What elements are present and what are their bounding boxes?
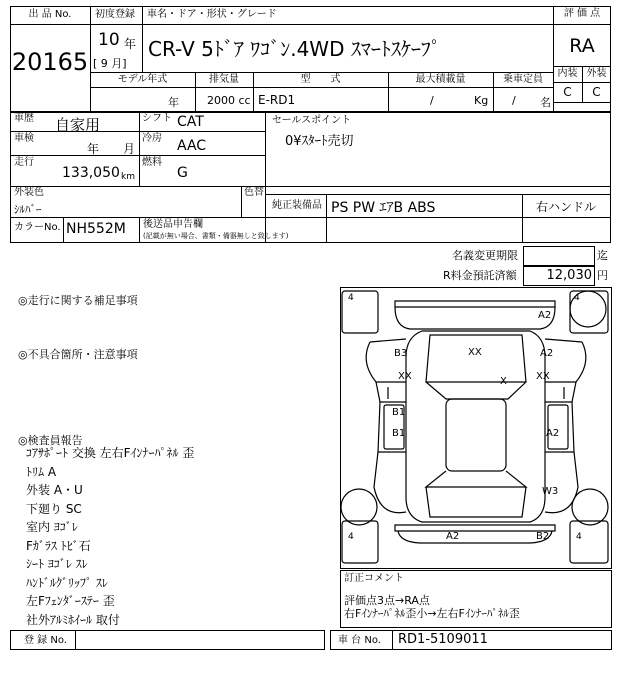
correction-line: 右Fｲﾝﾅｰﾊﾟﾈﾙ歪小→左右Fｲﾝﾅｰﾊﾟﾈﾙ歪 (344, 607, 520, 620)
color-no: NH552M (66, 221, 126, 237)
name-change-value (523, 246, 595, 266)
model-year-unit: 年 (168, 96, 179, 109)
report-line: Fｶﾞﾗｽ ﾄﾋﾞ石 (26, 538, 91, 553)
color-no-label: カラーNo. (14, 222, 61, 233)
max-load-unit: Kg (474, 94, 489, 107)
mileage-label: 走行 (14, 157, 34, 168)
correction-line: 評価点3点→RA点 (344, 594, 430, 607)
aftermarket-note: (記載が無い場合、書類・備器無しと致します) (143, 232, 289, 240)
shift: CAT (177, 114, 204, 130)
tire-label-front-right: 4 (574, 293, 580, 303)
mark-front-bumper: A2 (538, 310, 552, 321)
mark-right-rear-door: A2 (546, 428, 560, 439)
tire-label-front-left: 4 (348, 293, 354, 303)
steering: 右ハンドル (536, 200, 597, 214)
mileage-unit: km (121, 172, 135, 182)
interior-label: 内装 (557, 68, 578, 79)
mileage: 133,050 (62, 165, 120, 181)
max-load-label: 最大積載量 (415, 74, 466, 85)
exterior-label: 外装 (586, 68, 607, 79)
car-name-label: 車名・ドア・形状・グレード (147, 9, 277, 20)
mark-left-front-door: B1 (392, 407, 406, 418)
shift-label: シフト (142, 113, 172, 124)
correction-title: 訂正コメント (344, 573, 404, 584)
equipment-label: 純正装備品 (272, 200, 322, 211)
report-line: 左Fﾌｪﾝﾀﾞｰｽﾃｰ 歪 (26, 594, 115, 608)
sales-point-label: セールスポイント (272, 115, 352, 126)
mark-right-quarter: W3 (542, 486, 559, 497)
sales-point: 0¥ｽﾀｰﾄ売切 (285, 134, 354, 149)
recycle-label: R料金預託済額 (443, 269, 517, 282)
fuel-label: 燃料 (142, 157, 162, 168)
displacement-label: 排気量 (209, 74, 239, 85)
color: ｼﾙﾊﾞｰ (14, 203, 42, 216)
inspection-month: 月 (123, 142, 136, 156)
recycle-unit: 円 (597, 269, 608, 282)
ac: AAC (177, 138, 207, 154)
ac-label: 冷房 (142, 133, 162, 144)
mark-right-front-fender-2: XX (536, 371, 550, 382)
grade: RA (569, 35, 595, 57)
car-name: CR-V 5ﾄﾞｱ ﾜｺﾞﾝ.4WD ｽﾏｰﾄｽｹｰﾌﾟ (148, 37, 441, 61)
mark-left-rear-door: B1 (392, 428, 406, 439)
max-load-slash: / (430, 94, 434, 107)
tire-label-rear-right: 4 (576, 532, 582, 542)
tire-label-rear-left: 4 (348, 532, 354, 542)
registration-label: 登 録 No. (24, 635, 67, 646)
mark-right-front-fender: A2 (540, 348, 554, 359)
reg-year: 10 (98, 30, 120, 50)
name-change-unit: 迄 (597, 249, 608, 262)
model-year-label: モデル年式 (117, 74, 168, 85)
inspection-label: 車検 (14, 133, 34, 144)
model-code: E-RD1 (258, 93, 296, 107)
mark-left-front-fender: B3 (394, 348, 408, 359)
type-label: 型 式 (300, 74, 341, 85)
chassis-no: RD1-5109011 (398, 632, 488, 647)
inspector-title: ◎検査員報告 (18, 434, 83, 447)
equipment: PS PW ｴｱB ABS (331, 200, 436, 216)
interior-grade: C (563, 85, 572, 99)
mark-hood-center: X (500, 376, 507, 387)
driving-notes-title: ◎走行に関する補足事項 (18, 294, 138, 307)
reg-month: [ 9 月] (93, 57, 127, 70)
mark-left-front-fender-2: XX (398, 371, 412, 382)
report-line: 外装 A・U (26, 483, 83, 497)
aftermarket-label: 後送品申告欄 (143, 219, 203, 230)
usage: 自家用 (55, 116, 101, 134)
recycle-amount: 12,030 (546, 268, 592, 283)
report-line: ｼｰﾄ ﾖｺﾞﾚ ｽﾚ (26, 557, 88, 571)
first-reg-label: 初度登録 (95, 9, 135, 20)
defects-title: ◎不具合箇所・注意事項 (18, 348, 138, 361)
report-line: ｺｱｻﾎﾟｰﾄ 交換 左右Fｲﾝﾅｰﾊﾟﾈﾙ 歪 (26, 446, 195, 460)
mark-rear-bumper-left: A2 (446, 531, 460, 542)
inspector-report (26, 444, 194, 629)
capacity-slash: / (512, 94, 516, 107)
report-line: 下廻り SC (26, 501, 82, 516)
report-line: ﾊﾝﾄﾞﾙｸﾞﾘｯﾌﾟ ｽﾚ (26, 575, 108, 590)
report-line: 社外ｱﾙﾐﾎｲｰﾙ 取付 (26, 612, 120, 627)
report-line: ﾄﾘﾑ A (26, 464, 57, 479)
mark-rear-bumper-right: B2 (536, 531, 550, 542)
inspection-year: 年 (87, 142, 100, 156)
report-line: 室内 ﾖｺﾞﾚ (26, 520, 78, 534)
usage-label: 車歴 (14, 113, 34, 124)
mark-hood: XX (468, 347, 482, 358)
lot-no: 20165 (11, 48, 89, 76)
chassis-label: 車 台 No. (338, 635, 381, 646)
color-label: 外装色 (14, 187, 44, 198)
damage-diagram (340, 287, 612, 569)
exterior-grade: C (592, 85, 601, 99)
capacity-unit: 名 (540, 96, 551, 109)
capacity-label: 乗車定員 (503, 74, 543, 85)
lot-no-label: 出 品 No. (28, 9, 72, 20)
repaint-label: 色替 (244, 187, 264, 198)
reg-year-unit: 年 (124, 37, 137, 51)
grade-label: 評 価 点 (563, 8, 601, 19)
displacement: 2000 cc (207, 94, 251, 107)
fuel: G (177, 165, 188, 181)
name-change-label: 名義変更期限 (452, 249, 518, 262)
